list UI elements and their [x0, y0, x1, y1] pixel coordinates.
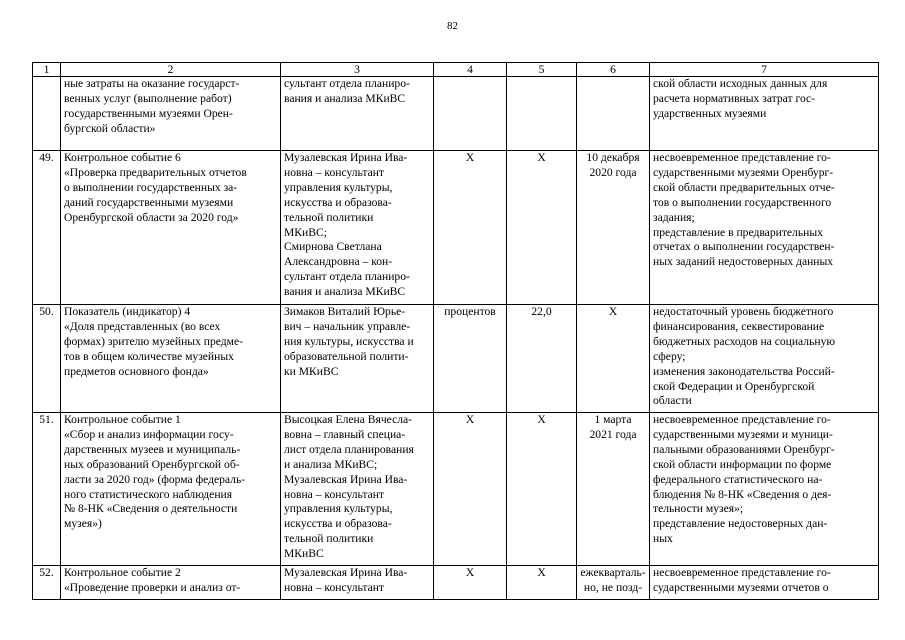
- responsible-cell: Музалевская Ирина Ива- новна – консультант: [281, 566, 434, 600]
- column-number: 5: [507, 63, 577, 77]
- unit-cell: процентов: [434, 305, 507, 413]
- table-row: [33, 151, 879, 305]
- table-row: [33, 413, 879, 566]
- column-number: 2: [61, 63, 281, 77]
- event-name-cell: ные затраты на оказание государст- венных услуг (выполнение работ) государственными музеями Орен- бургской области»: [61, 77, 281, 151]
- column-number: 3: [281, 63, 434, 77]
- column-number: 1: [33, 63, 61, 77]
- risk-cell: ской области исходных данных для расчета нормативных затрат гос- ударственных музеями: [650, 77, 879, 151]
- deadline-cell: 1 марта 2021 года: [577, 413, 650, 566]
- table-row: [33, 77, 879, 151]
- responsible-cell: сультант отдела планиро- вания и анализа МКиВС: [281, 77, 434, 151]
- unit-cell: Х: [434, 413, 507, 566]
- risk-cell: несвоевременное представление го- сударственными музеями Оренбург- ской области предварительных отче- тов о выполнении государственного задания; представление в предварительных отчетах о выполнении государствен- ных заданий недостоверных данных: [650, 151, 879, 305]
- event-name-cell: Контрольное событие 1 «Сбор и анализ информации госу- дарственных музеев и муниципаль- ных образований Оренбургской об- ласти за 2020 год» (форма федераль- ного статистического наблюдения № 8-НК «Сведения о деятельности музея»): [61, 413, 281, 566]
- responsible-cell: Музалевская Ирина Ива- новна – консультант управления культуры, искусства и образова- тельной политики МКиВС; Смирнова Светлана Александровна – кон- сультант отдела планиро- вания и анализа МКиВС: [281, 151, 434, 305]
- row-number-cell: [33, 77, 61, 151]
- value-cell: Х: [507, 566, 577, 600]
- unit-cell: Х: [434, 151, 507, 305]
- event-name-cell: Показатель (индикатор) 4 «Доля представленных (во всех формах) зрителю музейных предме- тов в общем количестве музейных предметов основного фонда»: [61, 305, 281, 413]
- plan-table: [32, 62, 879, 600]
- row-number-cell: 52.: [33, 566, 61, 600]
- risk-cell: несвоевременное представление го- сударственными музеями отчетов о: [650, 566, 879, 600]
- row-number-cell: 50.: [33, 305, 61, 413]
- responsible-cell: Высоцкая Елена Вячесла- вовна – главный специа- лист отдела планирования и анализа МКиВС; Музалевская Ирина Ива- новна – консультант управления культуры, искусства и образова- тельной политики МКиВС: [281, 413, 434, 566]
- event-name-cell: Контрольное событие 2 «Проведение проверки и анализ от-: [61, 566, 281, 600]
- event-name-cell: Контрольное событие 6 «Проверка предварительных отчетов о выполнении государственных за- даний государственными музеями Оренбургской области за 2020 год»: [61, 151, 281, 305]
- row-number-cell: 51.: [33, 413, 61, 566]
- table-row: [33, 305, 879, 413]
- risk-cell: недостаточный уровень бюджетного финансирования, секвестирование бюджетных расходов на социальную сферу; изменения законодательства Россий- ской Федерации и Оренбургской области: [650, 305, 879, 413]
- column-number: 6: [577, 63, 650, 77]
- table-row: [33, 566, 879, 600]
- page-number: 82: [447, 20, 458, 32]
- deadline-cell: 10 декабря 2020 года: [577, 151, 650, 305]
- unit-cell: Х: [434, 566, 507, 600]
- risk-cell: несвоевременное представление го- сударственными музеями и муници- пальными образованиями Оренбург- ской области информации по форме федерального статистического на- блюдения № 8-НК «Сведения о дея- тельности музея»; представление недостоверных дан- ных: [650, 413, 879, 566]
- value-cell: [507, 77, 577, 151]
- value-cell: 22,0: [507, 305, 577, 413]
- value-cell: Х: [507, 413, 577, 566]
- deadline-cell: [577, 77, 650, 151]
- unit-cell: [434, 77, 507, 151]
- row-number-cell: 49.: [33, 151, 61, 305]
- value-cell: Х: [507, 151, 577, 305]
- column-number: 4: [434, 63, 507, 77]
- deadline-cell: Х: [577, 305, 650, 413]
- responsible-cell: Зимаков Виталий Юрье- вич – начальник управле- ния культуры, искусства и образовательной полити- ки МКиВС: [281, 305, 434, 413]
- column-number: 7: [650, 63, 879, 77]
- column-number-row: [33, 63, 879, 77]
- deadline-cell: ежекварталь- но, не позд-: [577, 566, 650, 600]
